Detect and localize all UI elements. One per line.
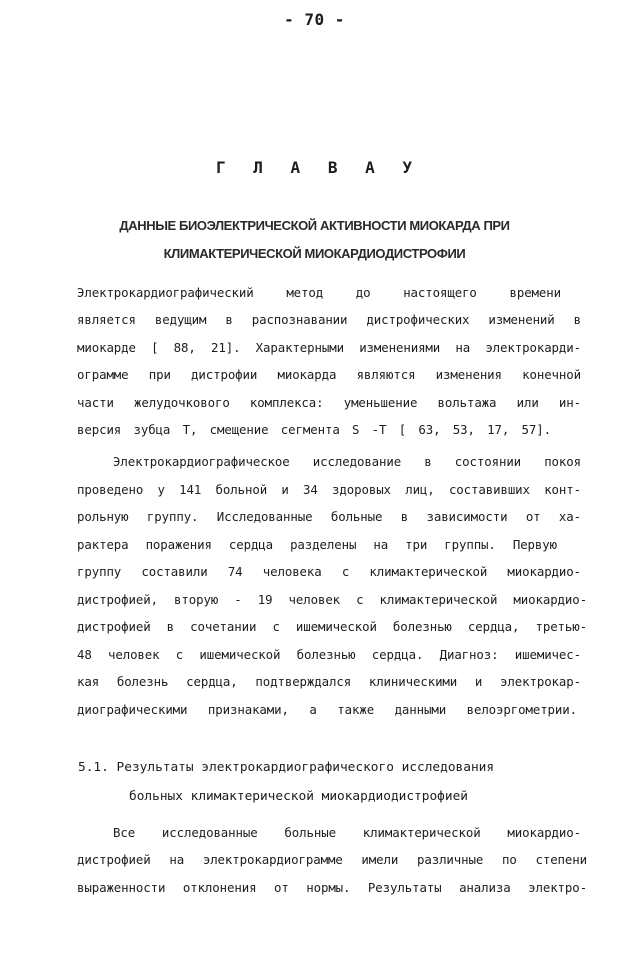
paragraph-line: миокарде [ 88, 21]. Характерными изменениями на электрокарди- [77,340,581,355]
paragraph-line: Электрокардиографическое исследование в состоянии покоя [113,454,581,469]
chapter-title [0,212,629,268]
paragraph-line: является ведущим в распознавании дистрофических изменений в [77,312,581,327]
paragraph-line: Все исследованные больные климактерической миокардио- [113,825,581,840]
paragraph-line: Электрокардиографический метод до настоящего времени [77,285,561,300]
paragraph-line: части желудочкового комплекса: уменьшение вольтажа или ин- [77,395,581,410]
paragraph-line: ограмме при дистрофии миокарда являются изменения конечной [77,367,581,382]
paragraph-line: 48 человек с ишемической болезнью сердца. Диагноз: ишемичес- [77,647,581,662]
chapter-heading: Г Л А В А У [216,158,421,177]
section-heading-line-1 [78,759,588,777]
chapter-title-line-1: ДАННЫЕ БИОЭЛЕКТРИЧЕСКОЙ АКТИВНОСТИ МИОКАРДА ПРИ [119,218,510,233]
section-number: 5.1. [78,760,109,775]
paragraph-line: кая болезнь сердца, подтверждался клиническими и электрокар- [77,674,581,689]
paragraph-line: дистрофией в сочетании с ишемической болезнью сердца, третью- [77,619,587,634]
paragraph-line: рактера поражения сердца разделены на три группы. Первую [77,537,557,552]
chapter-title-line-2: КЛИМАКТЕРИЧЕСКОЙ МИОКАРДИОДИСТРОФИИ [163,246,466,261]
paragraph-line: диографическими признаками, а также данными велоэргометрии. [77,702,577,717]
section-heading [78,759,588,806]
paragraph-line: проведено у 141 больной и 34 здоровых лиц, составивших конт- [77,482,581,497]
paragraph-line: дистрофией, вторую - 19 человек с климактерической миокардио- [77,592,587,607]
section-title-line-1: Результаты электрокардиографического исследования [116,760,495,775]
section-title-line-2: больных климактерической миокардиодистрофией [129,789,468,804]
paragraph-line: версия зубца Т, смещение сегмента S -Т [ 63, 53, 17, 57]. [77,422,551,437]
page-number: - 70 - [284,10,345,29]
paragraph-line: рольную группу. Исследованные больные в зависимости от ха- [77,509,581,524]
paragraph-line: дистрофией на электрокардиограмме имели различные по степени [77,852,587,867]
paragraph-line: группу составили 74 человека с климактерической миокардио- [77,564,581,579]
paragraph-line: выраженности отклонения от нормы. Результаты анализа электро- [77,880,587,895]
